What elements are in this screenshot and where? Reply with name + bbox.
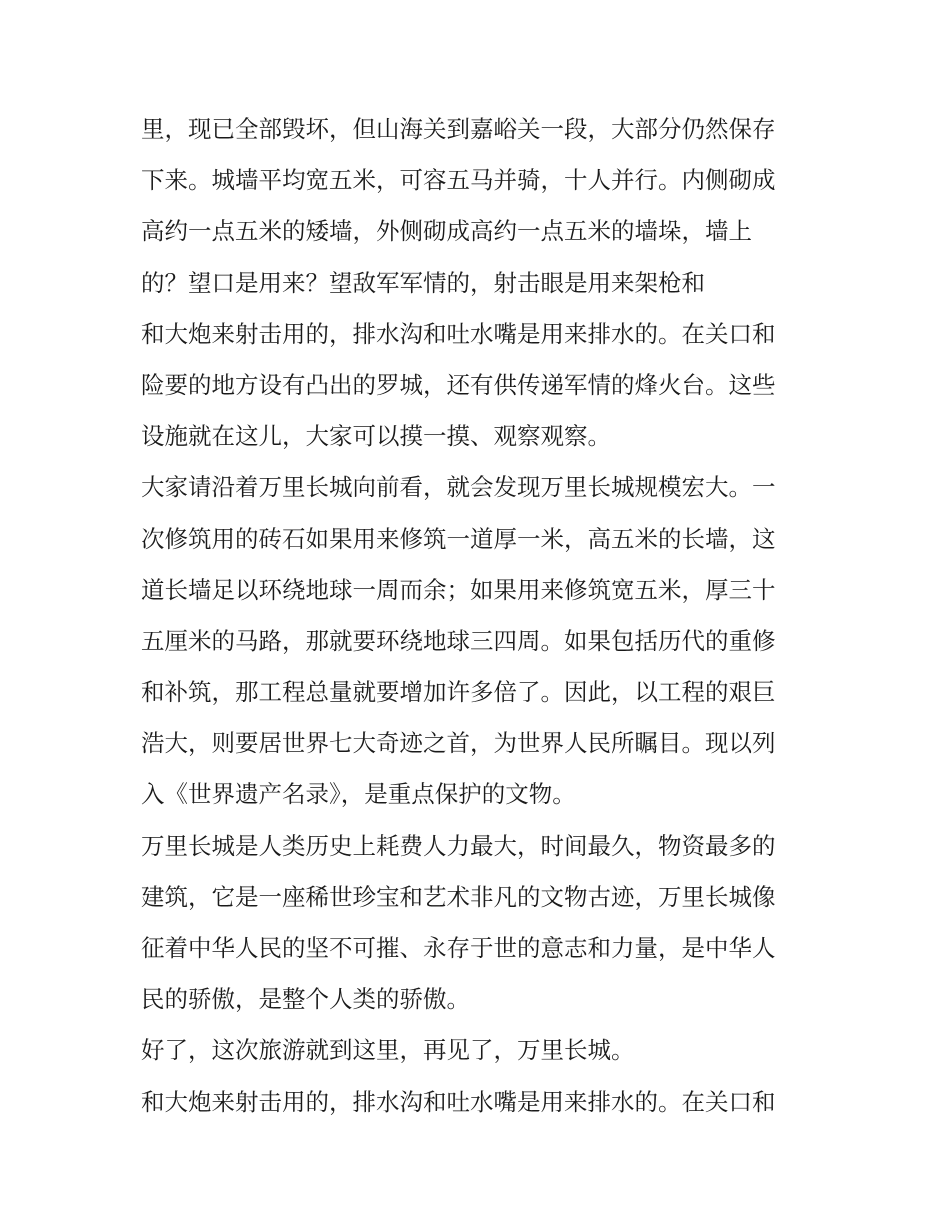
text-line: 好了，这次旅游就到这里，再见了，万里长城。 [141, 1036, 635, 1065]
text-line: 次修筑用的砖石如果用来修筑一道厚一米，高五米的长墙，这 [141, 524, 776, 553]
text-line: 大家请沿着万里长城向前看，就会发现万里长城规模宏大。一 [141, 473, 776, 502]
text-line: 五厘米的马路，那就要环绕地球三四周。如果包括历代的重修 [141, 626, 776, 655]
text-line: 里，现已全部毁坏，但山海关到嘉峪关一段，大部分仍然保存 [141, 115, 776, 143]
text-line: 建筑，它是一座稀世珍宝和艺术非凡的文物古迹，万里长城像 [141, 882, 776, 911]
text-line: 和大炮来射击用的，排水沟和吐水嘴是用来排水的。在关口和 [141, 1087, 776, 1116]
text-line: 和大炮来射击用的，排水沟和吐水嘴是用来排水的。在关口和 [141, 319, 776, 348]
text-line: 万里长城是人类历史上耗费人力最大，时间最久，物资最多的 [141, 831, 776, 860]
text-line: 高约一点五米的矮墙，外侧砌成高约一点五米的墙垛，墙上 [141, 217, 752, 246]
text-line: 险要的地方设有凸出的罗城，还有供传递军情的烽火台。这些 [141, 370, 776, 399]
text-line: 下来。城墙平均宽五米，可容五马并骑，十人并行。内侧砌成 [141, 166, 776, 195]
text-line: 和补筑，那工程总量就要增加许多倍了。因此，以工程的艰巨 [141, 678, 776, 707]
text-line: 民的骄傲，是整个人类的骄傲。 [141, 985, 470, 1014]
text-line: 的？望口是用来？望敌军军情的，射击眼是用来架枪和 [141, 268, 705, 297]
text-line: 入《世界遗产名录》，是重点保护的文物。 [141, 780, 576, 809]
text-line: 征着中华人民的坚不可摧、永存于世的意志和力量，是中华人 [141, 934, 776, 962]
text-line: 设施就在这儿，大家可以摸一摸、观察观察。 [141, 422, 611, 451]
text-line: 浩大，则要居世界七大奇迹之首，为世界人民所瞩目。现以列 [141, 729, 776, 758]
text-line: 道长墙足以环绕地球一周而余；如果用来修筑宽五米，厚三十 [141, 575, 776, 604]
body-text [141, 104, 821, 1128]
